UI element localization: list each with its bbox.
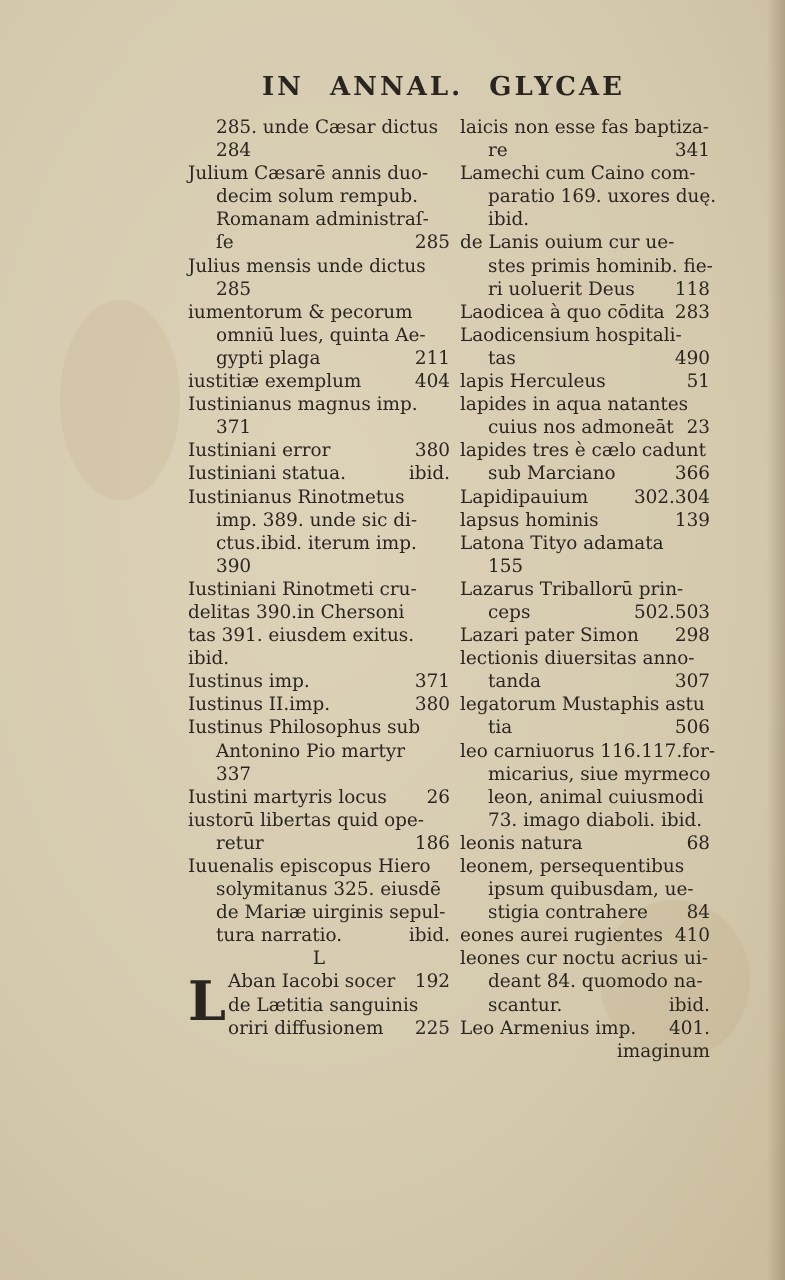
paper-stain — [60, 300, 180, 500]
index-entry-line — [188, 670, 450, 693]
index-entry-line — [460, 208, 710, 231]
index-entry-line — [188, 832, 450, 855]
index-entry-line — [460, 901, 710, 924]
index-entry-text: iustorū libertas quid ope- — [188, 809, 425, 831]
index-entry-text: Iustinus Philosophus sub — [188, 717, 421, 739]
index-entry-text: Antonino Pio martyr — [216, 740, 406, 762]
index-entry-line — [188, 994, 450, 1017]
index-entry-text: 371 — [216, 417, 252, 439]
index-entry-text: 155 — [488, 555, 524, 577]
index-entry-text: stigia contrahere — [488, 902, 648, 924]
index-entry-text: 390 — [216, 555, 252, 577]
index-entry-line — [460, 763, 710, 786]
index-entry-line — [188, 416, 450, 439]
index-entry-line — [460, 347, 710, 370]
index-entry-text: cuius nos admoneāt — [488, 417, 674, 439]
index-entry-line — [460, 162, 710, 185]
index-entry-text: solymitanus 325. eiusdē — [216, 879, 441, 901]
index-entry-text: leones cur noctu acrius ui- — [460, 948, 708, 970]
index-entry-line — [460, 301, 710, 324]
index-entry-text: Iustinianus Rinotmetus — [188, 486, 405, 508]
index-entry-text: de Lanis ouium cur ue- — [460, 232, 675, 254]
index-entry-line — [460, 832, 710, 855]
index-entry-line — [460, 624, 710, 647]
index-entry-text: Iustiniani Rinotmeti cru- — [188, 578, 417, 600]
index-entry-line — [460, 647, 710, 670]
index-entry-text: ceps — [488, 601, 531, 623]
index-entry-line — [460, 740, 716, 763]
index-entry-text: lapides tres è cælo cadunt — [460, 440, 707, 462]
header-part-2: ANNAL. — [330, 72, 464, 102]
index-entry-line — [188, 901, 450, 924]
index-entry-line — [188, 509, 450, 532]
index-entry-text: lapides in aqua natantes — [460, 394, 689, 416]
index-entry-text: lapis Herculeus — [460, 371, 606, 393]
index-entry-text: decim solum rempub. — [216, 186, 418, 208]
index-entry-line — [460, 486, 710, 509]
index-entry-line — [188, 278, 450, 301]
index-entry-line — [460, 994, 710, 1017]
index-entry-text: Aban Iacobi socer — [228, 971, 396, 993]
index-entry-text: leonis natura — [460, 832, 583, 854]
index-entry-line — [460, 924, 710, 947]
index-entry-line — [188, 878, 450, 901]
running-header — [262, 72, 632, 102]
index-entry-text: 285 — [216, 278, 252, 300]
index-entry-line — [460, 370, 710, 393]
index-entry-page-number: 302.304 — [633, 486, 710, 508]
index-entry-text: lapsus hominis — [460, 509, 599, 531]
index-entry-line — [460, 878, 710, 901]
index-entry-line — [460, 970, 710, 993]
header-part-3: GLYCAE — [489, 72, 625, 102]
index-entry-text: imp. 389. unde sic di- — [216, 509, 418, 531]
index-column-right — [460, 116, 717, 1063]
index-entry-text: 337 — [216, 763, 252, 785]
index-entry-text: iumentorum & pecorum — [188, 301, 413, 323]
index-column-left — [188, 116, 450, 1040]
index-entry-text: ſe — [216, 232, 234, 254]
index-entry-text: leon, animal cuiusmodi — [488, 786, 704, 808]
index-entry-line — [188, 231, 450, 254]
index-entry-line — [188, 855, 450, 878]
index-entry-text: micarius, siue myrmeco — [488, 763, 711, 785]
index-entry-line — [460, 509, 710, 532]
header-part-1: IN — [262, 72, 304, 102]
index-entry-line — [188, 439, 450, 462]
index-entry-text: Julium Cæsarē annis duo- — [188, 163, 429, 185]
index-entry-line — [460, 532, 710, 555]
index-entry-page-number: 307 — [674, 671, 710, 693]
index-entry-text: Iustinus imp. — [188, 671, 310, 693]
index-entry-text: leo carniuorus 116.117.for- — [460, 740, 716, 762]
index-entry-line — [460, 855, 710, 878]
index-entry-page-number: 341 — [674, 140, 710, 162]
index-entry-line — [460, 439, 710, 462]
index-entry-page-number: 506 — [674, 717, 710, 739]
index-entry-line — [460, 947, 710, 970]
index-entry-line — [460, 231, 710, 254]
index-entry-line — [460, 1017, 710, 1040]
index-entry-text: deant 84. quomodo na- — [488, 971, 703, 993]
index-entry-text: Lamechi cum Caino com- — [460, 163, 696, 185]
index-entry-text: Lapidipauium — [460, 486, 589, 508]
index-entry-line — [188, 970, 450, 993]
index-entry-line — [460, 601, 710, 624]
index-entry-line — [188, 347, 450, 370]
index-entry-text: de Mariæ uirginis sepul- — [216, 902, 446, 924]
index-entry-text: leonem, persequentibus — [460, 856, 685, 877]
index-entry-line — [188, 116, 450, 139]
section-l-block — [188, 970, 450, 1039]
index-entry-line — [188, 208, 450, 231]
drop-cap-letter: L — [188, 969, 226, 1034]
index-entry-line — [460, 809, 710, 832]
index-entry-line — [460, 462, 710, 485]
index-entry-line — [460, 255, 713, 278]
index-entry-line — [188, 532, 450, 555]
index-entry-line — [188, 185, 450, 208]
index-entry-line — [188, 1017, 450, 1040]
index-entry-page-number: 490 — [674, 347, 710, 369]
index-entry-page-number: 211 — [414, 347, 450, 369]
index-entry-page-number: 84 — [686, 902, 710, 924]
index-entry-line — [188, 555, 450, 578]
index-entry-page-number: ibid. — [668, 994, 710, 1016]
index-entry-text: Laodicea à quo cōdita — [460, 301, 665, 323]
index-entry-line — [460, 693, 710, 716]
index-entry-text: Iustiniani statua. — [188, 463, 346, 485]
index-entry-text: Iustinus II.imp. — [188, 694, 331, 716]
index-entry-page-number: 192 — [414, 971, 450, 993]
index-entry-page-number: 68 — [686, 832, 710, 854]
index-entry-text: delitas 390.in Chersoni — [188, 601, 405, 623]
index-entry-page-number: 404 — [414, 371, 450, 393]
index-entry-text: omniū lues, quinta Ae- — [216, 324, 426, 346]
index-entry-page-number: 298 — [674, 625, 710, 647]
index-entry-line — [188, 647, 450, 670]
index-entry-text: Iustini martyris locus — [188, 786, 387, 808]
index-entry-text: 73. imago diaboli. ibid. — [488, 809, 703, 831]
index-entry-line — [188, 809, 450, 832]
index-entry-text: eones aurei rugientes — [460, 925, 663, 947]
index-entry-text: lectionis diuersitas anno- — [460, 648, 695, 670]
index-entry-line — [460, 139, 710, 162]
index-entry-line — [188, 763, 450, 786]
index-entry-text: sub Marciano — [488, 463, 616, 485]
index-entry-text: tas 391. eiusdem exitus. — [188, 625, 415, 647]
index-entry-line — [460, 578, 710, 601]
index-entry-text: paratio 169. uxores duę. — [488, 186, 717, 208]
index-entry-text: Julius mensis unde dictus — [188, 255, 426, 277]
index-entry-page-number: ibid. — [408, 463, 450, 485]
index-entry-line — [460, 1040, 710, 1063]
index-entry-line — [188, 924, 450, 947]
index-entry-line — [188, 716, 450, 739]
index-entry-text: scantur. — [488, 994, 563, 1016]
index-entry-page-number: ibid. — [408, 925, 450, 947]
index-entry-page-number: 366 — [674, 463, 710, 485]
index-entry-line — [188, 462, 450, 485]
index-entry-line — [188, 370, 450, 393]
index-entry-page-number: 186 — [414, 832, 450, 854]
index-entry-text: tas — [488, 347, 516, 369]
index-entry-text: tanda — [488, 671, 541, 693]
index-entry-line — [188, 301, 450, 324]
index-entry-line — [460, 185, 717, 208]
index-entry-line — [188, 393, 450, 416]
index-entry-page-number: 285 — [414, 232, 450, 254]
index-entry-page-number: 380 — [414, 440, 450, 462]
index-entry-text: retur — [216, 832, 264, 854]
index-entry-text: oriri diffusionem — [228, 1017, 384, 1039]
index-entry-line — [188, 601, 450, 624]
page-edge-shadow — [767, 0, 785, 1280]
index-entry-line — [188, 255, 450, 278]
index-entry-text: ibid. — [188, 648, 230, 670]
index-entry-text: Lazarus Triballorū prin- — [460, 578, 684, 600]
index-entry-line — [460, 116, 710, 139]
index-entry-line — [188, 324, 450, 347]
index-entry-page-number: 118 — [674, 278, 710, 300]
index-entry-line — [188, 578, 450, 601]
index-entry-text: laicis non esse fas baptiza- — [460, 117, 709, 138]
index-entry-text: Iustinianus magnus imp. — [188, 394, 418, 416]
index-entry-text: ibid. — [488, 209, 530, 231]
index-entry-text: Laodicensium hospitali- — [460, 324, 682, 346]
index-entry-page-number: 283 — [674, 301, 710, 323]
index-entry-text: legatorum Mustaphis astu — [460, 694, 705, 716]
index-entry-text: Iuuenalis episcopus Hiero — [188, 856, 431, 877]
index-entry-text: iustitiæ exemplum — [188, 371, 362, 393]
index-entry-text: ctus.ibid. iterum imp. — [216, 532, 417, 554]
index-entry-line — [188, 693, 450, 716]
index-entry-page-number: 26 — [426, 786, 450, 808]
index-entry-line — [460, 716, 710, 739]
index-entry-page-number: 502.503 — [633, 601, 710, 623]
index-entry-text: 284 — [216, 140, 252, 162]
index-entry-page-number: 23 — [686, 417, 710, 439]
index-entry-text: Latona Tityo adamata — [460, 532, 664, 554]
index-entry-text: de Lætitia sanguinis — [228, 994, 419, 1016]
index-entry-page-number: 371 — [414, 671, 450, 693]
index-entry-line — [460, 786, 710, 809]
index-entry-text: ipsum quibusdam, ue- — [488, 879, 694, 901]
index-entry-page-number: 401. — [669, 1017, 710, 1039]
index-entry-text: Lazari pater Simon — [460, 625, 639, 647]
index-entry-line — [188, 162, 450, 185]
index-entry-line — [188, 786, 450, 809]
index-entry-line — [460, 278, 710, 301]
index-entry-page-number: 380 — [414, 694, 450, 716]
index-entry-text: Romanam administraſ- — [216, 209, 429, 231]
index-entry-page-number: 51 — [686, 371, 710, 393]
index-entry-text: Leo Armenius imp. — [460, 1017, 637, 1039]
index-entry-text: ri uoluerit Deus — [488, 278, 635, 300]
index-entry-line — [188, 624, 450, 647]
index-entry-text: tura narratio. — [216, 925, 343, 947]
index-entry-text: re — [488, 140, 508, 162]
index-entry-text: tia — [488, 717, 513, 739]
index-entry-text: stes primis hominib. fie- — [488, 255, 713, 277]
index-entry-page-number: 410 — [674, 925, 710, 947]
section-letter: L — [312, 948, 326, 970]
index-entry-line — [188, 139, 450, 162]
index-entry-text: Iustiniani error — [188, 440, 331, 462]
index-entry-line — [460, 555, 710, 578]
index-entry-text: imaginum — [616, 1040, 710, 1062]
index-entry-page-number: 139 — [674, 509, 710, 531]
index-entry-line — [188, 740, 450, 763]
index-entry-text: 285. unde Cæsar dictus — [216, 117, 439, 138]
index-entry-line — [460, 324, 710, 347]
index-entry-line — [460, 670, 710, 693]
index-entry-line — [460, 416, 710, 439]
index-entry-line — [460, 393, 710, 416]
index-entry-page-number: 225 — [414, 1017, 450, 1039]
index-entry-line — [188, 486, 450, 509]
index-entry-text: gypti plaga — [216, 347, 321, 369]
